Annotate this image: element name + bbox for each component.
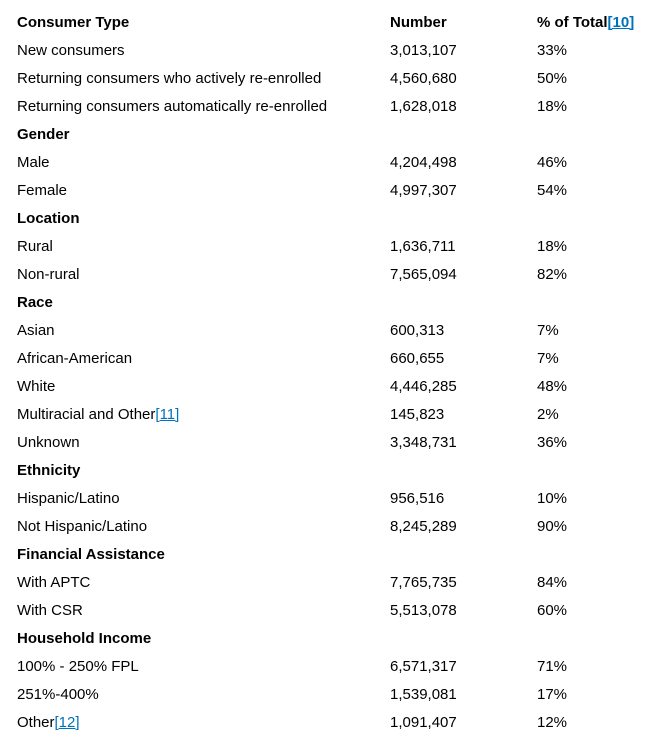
row-number: 3,013,107 bbox=[390, 41, 457, 59]
row-label: Hispanic/Latino bbox=[17, 489, 120, 507]
row-percent: 7% bbox=[537, 321, 559, 339]
row-label: Other[12] bbox=[17, 713, 80, 731]
row-label: 251%-400% bbox=[17, 685, 99, 703]
footnote-link-12[interactable]: [12] bbox=[54, 713, 80, 731]
section-row bbox=[17, 120, 648, 148]
column-header-percent bbox=[537, 8, 648, 36]
row-number: 1,091,407 bbox=[390, 713, 457, 731]
row-label: With APTC bbox=[17, 573, 91, 591]
row-percent: 10% bbox=[537, 489, 568, 507]
row-percent: 2% bbox=[537, 405, 559, 423]
row-percent: 18% bbox=[537, 237, 568, 255]
row-label: With CSR bbox=[17, 601, 83, 619]
table-row bbox=[17, 400, 648, 428]
column-header-percent-label: % of Total bbox=[537, 13, 608, 31]
row-number: 4,997,307 bbox=[390, 181, 457, 199]
table-row bbox=[17, 260, 648, 288]
table-header bbox=[17, 8, 648, 36]
section-row bbox=[17, 540, 648, 568]
row-percent: 50% bbox=[537, 69, 568, 87]
table-row bbox=[17, 372, 648, 400]
section-label: Gender bbox=[17, 125, 70, 143]
section-row bbox=[17, 456, 648, 484]
row-percent: 71% bbox=[537, 657, 568, 675]
row-percent: 46% bbox=[537, 153, 568, 171]
row-label: 100% - 250% FPL bbox=[17, 657, 139, 675]
row-number: 3,348,731 bbox=[390, 433, 457, 451]
column-header-number-label: Number bbox=[390, 13, 447, 31]
column-header-consumer-type-label: Consumer Type bbox=[17, 13, 130, 31]
row-percent: 36% bbox=[537, 433, 568, 451]
header-row bbox=[17, 8, 648, 36]
row-percent: 17% bbox=[537, 685, 568, 703]
table-row bbox=[17, 36, 648, 64]
row-label: Returning consumers automatically re-enrolled bbox=[17, 97, 328, 115]
row-percent: 33% bbox=[537, 41, 568, 59]
enrollment-table bbox=[17, 8, 648, 736]
section-label: Location bbox=[17, 209, 80, 227]
row-number: 4,446,285 bbox=[390, 377, 457, 395]
section-row bbox=[17, 288, 648, 316]
row-percent: 48% bbox=[537, 377, 568, 395]
row-percent: 7% bbox=[537, 349, 559, 367]
row-percent: 60% bbox=[537, 601, 568, 619]
table-row bbox=[17, 512, 648, 540]
row-number: 5,513,078 bbox=[390, 601, 457, 619]
section-label: Financial Assistance bbox=[17, 545, 165, 563]
row-percent: 90% bbox=[537, 517, 568, 535]
table-row bbox=[17, 176, 648, 204]
row-percent: 84% bbox=[537, 573, 568, 591]
row-number: 7,765,735 bbox=[390, 573, 457, 591]
row-label: African-American bbox=[17, 349, 133, 367]
row-percent: 82% bbox=[537, 265, 568, 283]
table-row bbox=[17, 148, 648, 176]
section-row bbox=[17, 204, 648, 232]
row-label: Female bbox=[17, 181, 68, 199]
row-number: 660,655 bbox=[390, 349, 445, 367]
section-label: Race bbox=[17, 293, 53, 311]
table-row bbox=[17, 484, 648, 512]
row-number: 6,571,317 bbox=[390, 657, 457, 675]
column-header-number bbox=[390, 8, 537, 36]
row-label: Unknown bbox=[17, 433, 80, 451]
footnote-link-11[interactable]: [11] bbox=[155, 405, 180, 423]
footnote-link-10[interactable]: [10] bbox=[607, 13, 635, 31]
table-row bbox=[17, 344, 648, 372]
row-percent: 54% bbox=[537, 181, 568, 199]
column-header-consumer-type bbox=[17, 8, 390, 36]
table-body bbox=[17, 36, 648, 736]
row-number: 4,560,680 bbox=[390, 69, 457, 87]
table-row bbox=[17, 708, 648, 736]
table-row bbox=[17, 568, 648, 596]
table-row bbox=[17, 232, 648, 260]
row-label: Rural bbox=[17, 237, 53, 255]
row-number: 145,823 bbox=[390, 405, 445, 423]
row-number: 8,245,289 bbox=[390, 517, 457, 535]
table-row bbox=[17, 316, 648, 344]
row-label: Multiracial and Other[11] bbox=[17, 405, 180, 423]
row-percent: 18% bbox=[537, 97, 568, 115]
row-label: Asian bbox=[17, 321, 55, 339]
row-label: Returning consumers who actively re-enrolled bbox=[17, 69, 322, 87]
section-label: Household Income bbox=[17, 629, 152, 647]
section-row bbox=[17, 624, 648, 652]
row-label: Male bbox=[17, 153, 50, 171]
row-number: 1,539,081 bbox=[390, 685, 457, 703]
row-number: 7,565,094 bbox=[390, 265, 457, 283]
row-number: 1,636,711 bbox=[390, 237, 456, 255]
row-number: 956,516 bbox=[390, 489, 445, 507]
row-number: 1,628,018 bbox=[390, 97, 457, 115]
row-label: White bbox=[17, 377, 56, 395]
table-row bbox=[17, 652, 648, 680]
row-number: 4,204,498 bbox=[390, 153, 457, 171]
row-label: Not Hispanic/Latino bbox=[17, 517, 148, 535]
table-row bbox=[17, 64, 648, 92]
table-row bbox=[17, 428, 648, 456]
section-label: Ethnicity bbox=[17, 461, 81, 479]
row-label: Non-rural bbox=[17, 265, 80, 283]
row-label: New consumers bbox=[17, 41, 125, 59]
table-row bbox=[17, 680, 648, 708]
table-row bbox=[17, 596, 648, 624]
table-row bbox=[17, 92, 648, 120]
row-number: 600,313 bbox=[390, 321, 445, 339]
row-percent: 12% bbox=[537, 713, 568, 731]
